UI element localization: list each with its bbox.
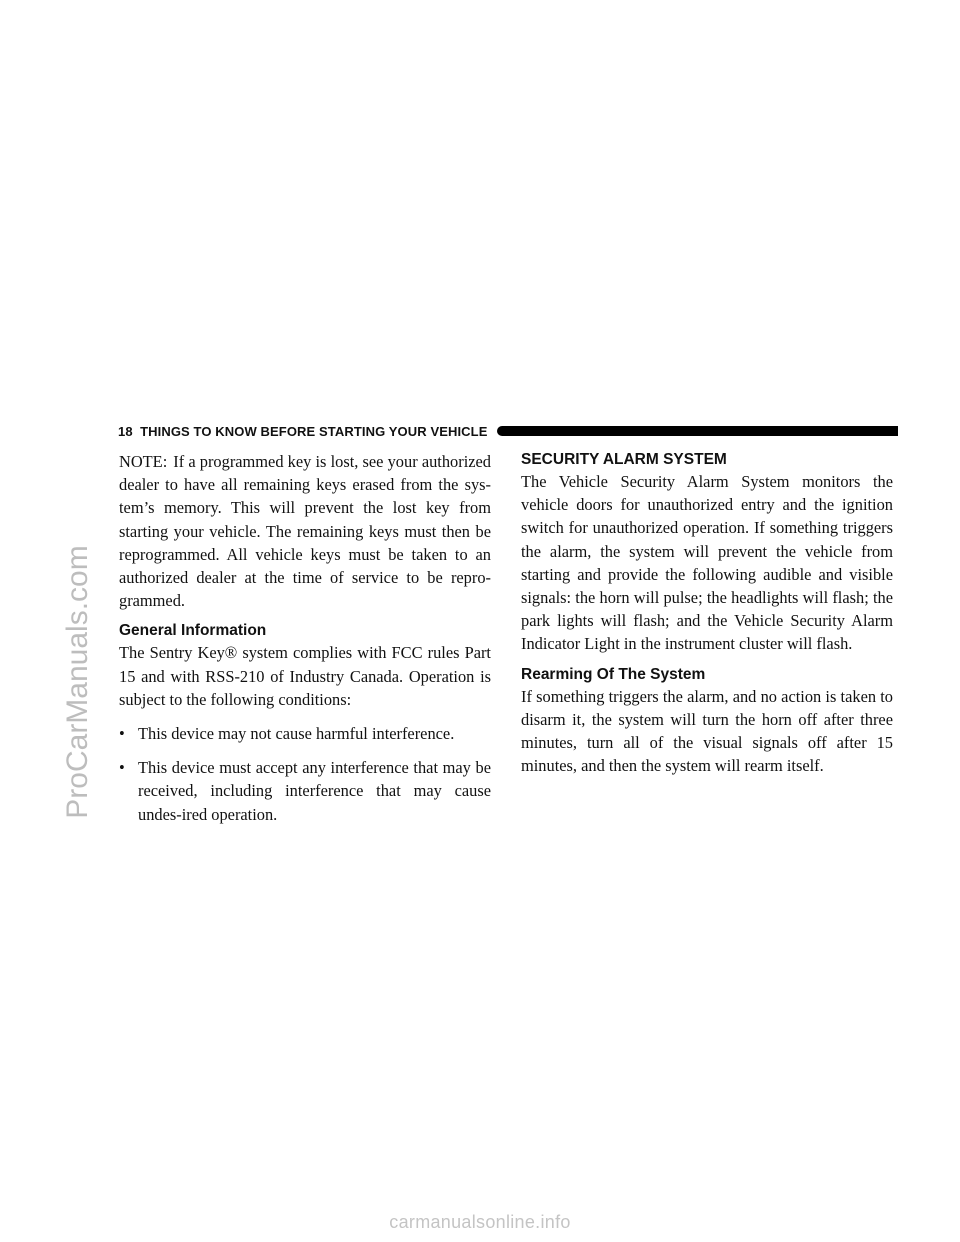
page-header-text (118, 424, 487, 439)
general-information-heading: General Information (119, 622, 267, 640)
security-alarm-text: The Vehicle Security Alarm System monitors the vehicle doors for unauthorized entry and the ignition switch for unauthorized operation. If something triggers the alarm, the system will prevent the vehicle from starting and provide the following audible and visible signals: the horn will pulse; the headlights will flash; the park lights will flash; and the Vehicle Security Alarm Indicator Light in the instrument cluster will flash. (521, 472, 893, 654)
list-item-text: This device must accept any interference that may be received, including interference that may cause undes-ired operation. (138, 758, 491, 824)
note-paragraph (119, 450, 491, 612)
page-header (118, 421, 898, 441)
page-number: 18 (118, 423, 133, 439)
rearming-heading: Rearming Of The System (521, 665, 706, 683)
bullet-icon: • (119, 758, 125, 778)
bullet-icon: • (119, 724, 125, 744)
general-information-text: The Sentry Key® system complies with FCC rules Part 15 and with RSS-210 of Industry Canada. Operation is subject to the following conditions: (119, 643, 491, 709)
right-column (521, 450, 893, 777)
rearming-text: If something triggers the alarm, and no action is taken to disarm it, the system will turn the horn off after three minutes, turn all of the visual signals off after 15 minutes, and then the system will rearm itself. (521, 686, 893, 776)
section-title: THINGS TO KNOW BEFORE STARTING YOUR VEHICLE (140, 423, 488, 439)
note-label: NOTE: (119, 452, 168, 471)
list-item-text: This device may not cause harmful interference. (138, 724, 455, 744)
header-rule-bar (497, 426, 898, 436)
conditions-list (119, 722, 491, 826)
note-text: If a programmed key is lost, see your authorized dealer to have all remaining keys erased from the sys-tem’s memory. This will prevent the lost key from starting your vehicle. The remaining keys must then be reprogrammed. All vehicle keys must be taken to an authorized dealer at the time of service to be repro-grammed. (119, 452, 491, 611)
list-item (119, 756, 491, 826)
list-item (119, 722, 491, 745)
footer-watermark: carmanualsonline.info (389, 1212, 571, 1232)
left-column (119, 450, 491, 826)
side-watermark-text: ProCarManuals.com (61, 545, 94, 819)
security-alarm-heading: SECURITY ALARM SYSTEM (521, 451, 727, 468)
